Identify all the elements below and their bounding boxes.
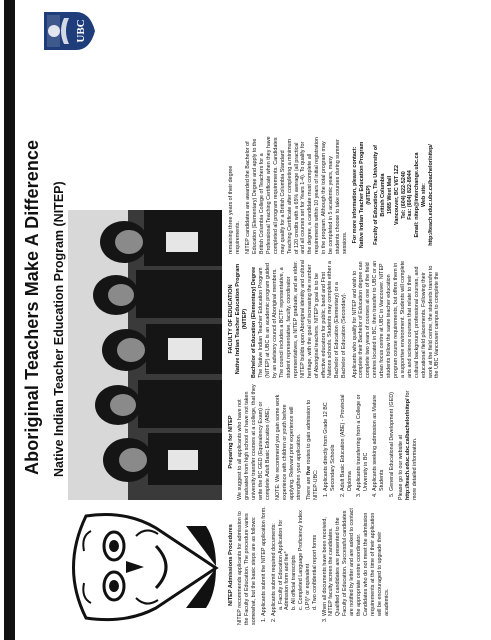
page-subtitle: Native Indian Teacher Education Program (NITEP) (52, 181, 66, 477)
contact-block (352, 136, 435, 254)
contact-heading: For more information, please contact: (352, 146, 359, 244)
paragraph: We suggest to all applicants who have not graduated from high school or have not taken university transfer courses at a college, that they write the BC GED (Equivalency Exam) or complete Adult Basic Education (ABE). (237, 384, 271, 500)
website-link[interactable]: http://teach.educ.ubc.ca/bachelor/nitep/ (405, 398, 412, 500)
logo-text: UBC (75, 19, 87, 43)
text: for more detailed information. (405, 390, 419, 500)
sub-item: d. Two confidential report forms (312, 534, 319, 610)
list-item: 3. Applicants transferring from a College or University in BC (356, 384, 370, 491)
list-item: 3. When all documents have been received, NITEP faculty screen the candidates. Qualified candidates are presented to the Faculty of Education. Successful candidates are notified by letter and are asked to contact the appropriate centre coordinator. Candidates who do not meet the admission requirements at the time of their application will be encouraged to upgrade their academics. (322, 505, 391, 616)
column-admissions (228, 505, 394, 625)
faculty-heading: FACULTY OF EDUCATION (228, 284, 234, 354)
text: There are (306, 475, 313, 500)
text: The Native Indian Teacher Education Program (NITEP) at UBC is an academic program guided by an advisory council of Aboriginal members. The council includes a BCTF representative, a student representative, faculty, coordinator representatives, a NITEP graduate, and an elder. NITEP builds upon Aboriginal identity and cultural heritage, with the goal of increasing the number of Aboriginal teachers. NITEP's goal is to be effective educators for public, band and First Nations schools. Students may complete either a Bachelor of Education (Elementary) or a Bachelor of Education (Secondary). (258, 260, 348, 378)
contact-tel: Tel: (604) 822-5240 (400, 171, 407, 219)
list-item: 1. Applicants submit the NITEP application form. (261, 505, 268, 616)
sub-item: a. Faculty of Education Application for Admission form and fee* (277, 519, 291, 610)
list-item: 4. Applicants seeking admission as Mature Students (372, 384, 386, 491)
emphasis: Bachelor of Education (Elementary) Degree (251, 266, 258, 378)
column-degree (228, 136, 435, 254)
contact-web-label: Web site: (421, 183, 428, 207)
paragraph (251, 260, 348, 378)
paragraph: NOTE: We recommend you gain some work experience with children or youth before applying. Relevant prior experience will strengthen your application. (275, 394, 302, 500)
contact-web-link[interactable]: http://teach.educ.ubc.ca/bachelor/nitep/ (428, 144, 435, 246)
sub-item: b. All official transcripts (291, 555, 298, 610)
paragraph (306, 384, 320, 500)
program-heading: Native Indian Teacher Education Program (NITEP) (235, 263, 249, 375)
page-title: Aboriginal Teachers Make A Difference (22, 139, 42, 475)
admissions-steps (261, 505, 390, 625)
text: Please go to our website at (398, 434, 405, 500)
column-faculty (228, 260, 445, 378)
text: routes to gain admission to NITEP-UBC: (306, 399, 319, 500)
admissions-intro: NITEP recommends applicants for admission to the Faculty of Education. The procedure varies somewhat, but the basic steps are as follows: (237, 511, 257, 625)
list-item: 5. General Educational Development (GED) (389, 384, 396, 491)
emphasis: five (306, 465, 313, 476)
list-item: 1. Applicants directly from Grade 12 BC Secondary Schools (323, 384, 337, 491)
contact-email[interactable]: Email: nitep@interchange.ubc.ca (414, 152, 421, 238)
list-item: 2. Adult Basic Education (ABE) - Provincial Diploma (340, 384, 354, 491)
list-item-text: Applicants submit required documents: (270, 523, 277, 616)
preparing-heading: Preparing for NITEP (228, 415, 234, 469)
paragraph: Applicants who qualify for NITEP and wish to complete their Bachelor of Education degree can complete two years of courses at one of the field centres located in BC, then transfer to UBC or an urban focus centre at UBC in Vancouver. NITEP students follow the same teacher education program course requirements, but offers them in a supportive environment. Students will complete arts and science courses that relate to their cultural background, professional courses, and educational field placements. Following their work at the field centre, the students transfer to the UBC Vancouver campus to complete the (351, 260, 441, 378)
contact-city: Vancouver, BC V6T 1Z2 (393, 165, 400, 225)
admission-routes (323, 384, 395, 500)
sub-item: c. Completed Language Proficiency Index (LPI)* or equivalent (298, 510, 312, 610)
group-photo (68, 210, 222, 500)
contact-faculty: Faculty of Education, The University of British Columbia (372, 145, 386, 245)
contact-org: Native Indian Teacher Education Program (NITEP) (359, 141, 372, 249)
paragraph: remaining three years of their degree requirements. (228, 165, 241, 254)
paragraph: NITEP candidates are awarded the Bachelor of Education (Elementary) Degree and apply to the British Columbia College of Teachers for a Professional Teaching Certificate when they have completed all program requirements. Candidates may qualify for a British Columbia Standard Teaching Certificate after completing a minimum of 120 credits with a 65% average (all practical and all courses set for Years 1-4). To qualify for the degree, a candidate must complete all requirements within 10 years of initial registration in the program. Although the total program may be completed in 5 academic years, many students choose to take courses during summer sessions. (245, 136, 348, 254)
paragraph (398, 384, 419, 500)
top-rule (4, 0, 15, 640)
contact-address: 1985 West Mall (386, 175, 393, 215)
list-item (271, 505, 319, 616)
ubc-logo-icon (42, 10, 96, 52)
contact-fax: Fax: (604) 822-8944 (407, 170, 414, 220)
admissions-heading: NITEP Admissions Procedures (228, 524, 234, 606)
native-art-illustration (66, 506, 228, 628)
column-preparing (228, 384, 423, 500)
